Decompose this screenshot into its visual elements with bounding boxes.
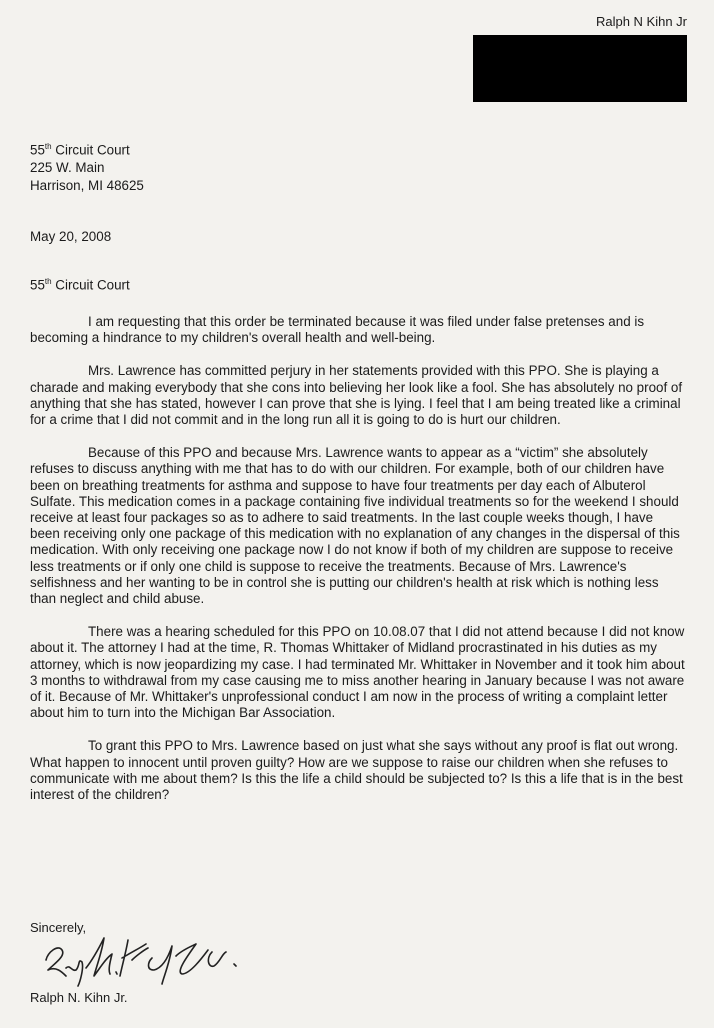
letter-date: May 20, 2008 bbox=[30, 229, 112, 244]
paragraph: Because of this PPO and because Mrs. Lawrence wants to appear as a “victim” she absolutely refuses to discuss anything with me that has to do with our children. For example, both of our children have been on breathing treatments for asthma and suppose to have four treatments per day each of Albuterol Sulfate. This medication comes in a package containing five individual treatments so for the weekend I should receive at least four packages so as to adhere to said treatments. In the last couple weeks though, I have been receiving only one package of this medication with no explanation of any changes in the dispersal of this medication. With only receiving one package now I do not know if both of my children are suppose to receive less treatments or if only one child is suppose to receive the treatments. Because of Mrs. Lawrence's selfishness and her wanting to be in control she is putting our children's health at risk which is nothing less than neglect and child abuse. bbox=[30, 445, 680, 607]
salutation: 55th Circuit Court bbox=[30, 277, 130, 293]
closing: Sincerely, bbox=[30, 920, 87, 935]
paragraph: I am requesting that this order be terminated because it was filed under false pretenses and is becoming a hindrance to my children's overall health and well-being. bbox=[30, 314, 645, 346]
address-court: 55th Circuit Court bbox=[30, 142, 130, 158]
letter-body bbox=[30, 314, 686, 820]
signature bbox=[36, 928, 280, 988]
paragraph: To grant this PPO to Mrs. Lawrence based on just what she says without any proof is flat out wrong. What happen to innocent until proven guilty? How are we suppose to raise our children when she refuses to communicate with me about them? Is this the life a child should be subjected to? Is this a life that is in the best interest of the children? bbox=[30, 738, 683, 803]
sender-name: Ralph N Kihn Jr bbox=[595, 14, 687, 29]
recipient-address bbox=[30, 138, 144, 195]
paragraph: Mrs. Lawrence has committed perjury in her statements provided with this PPO. She is playing a charade and making everybody that she cons into believing her look like a fool. She has absolutely no proof of anything that she has stated, however I can prove that she is lying. I feel that I am being treated like a criminal for a crime that I did not commit and in the long run all it is going to do is hurt our children. bbox=[30, 363, 683, 428]
address-street: 225 W. Main bbox=[30, 160, 105, 176]
redacted-block bbox=[473, 35, 687, 102]
signed-name: Ralph N. Kihn Jr. bbox=[30, 990, 128, 1005]
paragraph: There was a hearing scheduled for this PPO on 10.08.07 that I did not attend because I did not know about it. The attorney I had at the time, R. Thomas Whittaker of Midland procrastinated in his duties as my attorney, which is now jeopardizing my case. I had terminated Mr. Whittaker in November and it took him about 3 months to withdrawal from my case causing me to miss another hearing in January because I was not aware of it. Because of Mr. Whittaker's unprofessional conduct I am now in the process of writing a complaint letter about him to turn into the Michigan Bar Association. bbox=[30, 624, 685, 721]
address-city: Harrison, MI 48625 bbox=[30, 178, 144, 194]
